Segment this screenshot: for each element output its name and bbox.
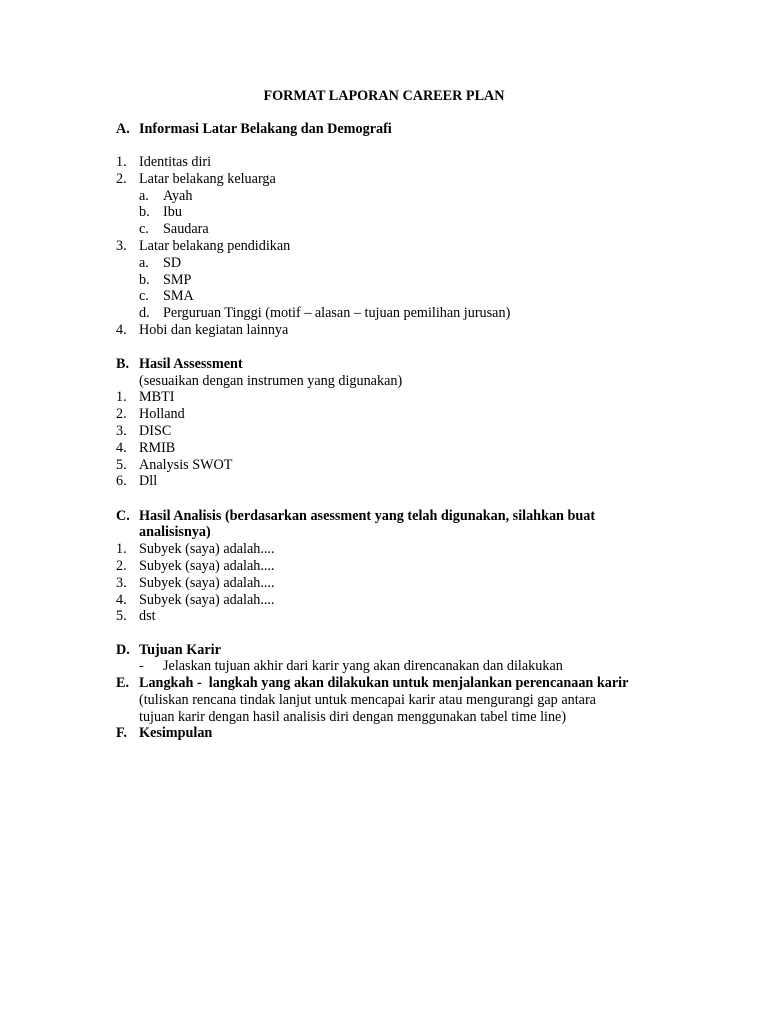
sub-list-letter: c. [139,221,149,237]
list-number: 4. [116,592,127,608]
list-item [116,457,696,474]
list-text: Latar belakang pendidikan [139,238,291,254]
sub-list-text: SMP [163,272,192,288]
list-number: 2. [116,558,127,574]
section-b-note [116,373,696,390]
section-c-heading [116,508,696,525]
sub-list-letter: a. [139,255,149,271]
list-number: 3. [116,423,127,439]
sub-list-text: Saudara [163,221,209,237]
section-d-letter: D. [116,642,130,658]
list-item [116,322,696,339]
sub-list-letter: b. [139,204,150,220]
section-f-title: Kesimpulan [139,725,213,741]
sub-list-text: Ayah [163,188,193,204]
list-item [116,608,696,625]
list-number: 3. [116,238,127,254]
section-c-letter: C. [116,508,130,524]
list-item [116,558,696,575]
list-text: RMIB [139,440,176,456]
list-item [116,406,696,423]
note-text: (sesuaikan dengan instrumen yang digunakan) [139,373,403,389]
list-text: Latar belakang keluarga [139,171,276,187]
section-e-title: Langkah - langkah yang akan dilakukan untuk menjalankan perencanaan karir [139,675,629,691]
section-c-title-line2: analisisnya) [139,524,211,540]
list-number: 3. [116,575,127,591]
list-number: 4. [116,440,127,456]
list-text: Identitas diri [139,154,212,170]
list-text: MBTI [139,389,175,405]
list-text: Subyek (saya) adalah.... [139,541,275,557]
section-a-letter: A. [116,121,130,137]
list-text: Hobi dan kegiatan lainnya [139,322,289,338]
section-b-title: Hasil Assessment [139,356,243,372]
sub-list-item [116,221,696,238]
section-e-note [116,692,696,709]
list-number: 1. [116,389,127,405]
list-item [116,154,696,171]
list-text: Holland [139,406,185,422]
section-a-heading [116,121,696,138]
list-text: Subyek (saya) adalah.... [139,575,275,591]
section-c-heading-continued [116,524,696,541]
list-item [116,238,696,255]
note-text: tujuan karir dengan hasil analisis diri dengan menggunakan tabel time line) [139,709,567,725]
bullet-dash: - [139,658,144,674]
sub-list-letter: d. [139,305,150,321]
list-number: 2. [116,406,127,422]
sub-list-item [116,255,696,272]
section-d-heading [116,642,696,659]
sub-list-item [116,272,696,289]
list-item [116,423,696,440]
list-item [116,575,696,592]
list-item [116,592,696,609]
list-text: Subyek (saya) adalah.... [139,558,275,574]
list-text: DISC [139,423,172,439]
section-a-title: Informasi Latar Belakang dan Demografi [139,121,392,137]
section-f-heading [116,725,696,742]
list-item [116,473,696,490]
bullet-item [116,658,696,675]
list-number: 4. [116,322,127,338]
list-number: 2. [116,171,127,187]
sub-list-letter: a. [139,188,149,204]
list-number: 5. [116,608,127,624]
sub-list-text: SD [163,255,182,271]
list-item [116,541,696,558]
section-e-letter: E. [116,675,130,691]
note-text: (tuliskan rencana tindak lanjut untuk mencapai karir atau mengurangi gap antara [139,692,596,708]
sub-list-item [116,305,696,322]
sub-list-text: SMA [163,288,194,304]
sub-list-item [116,204,696,221]
section-b-letter: B. [116,356,130,372]
section-e-heading [116,675,696,692]
list-text: dst [139,608,156,624]
section-c-title: Hasil Analisis (berdasarkan asessment yang telah digunakan, silahkan buat [139,508,596,524]
list-text: Analysis SWOT [139,457,233,473]
list-item [116,440,696,457]
list-number: 6. [116,473,127,489]
sub-list-item [116,288,696,305]
list-text: Dll [139,473,158,489]
sub-list-item [116,188,696,205]
bullet-text: Jelaskan tujuan akhir dari karir yang akan direncanakan dan dilakukan [163,658,563,674]
sub-list-letter: c. [139,288,149,304]
list-number: 5. [116,457,127,473]
list-number: 1. [116,541,127,557]
section-b-heading [116,356,696,373]
document-title: FORMAT LAPORAN CAREER PLAN [263,88,505,104]
section-d-title: Tujuan Karir [139,642,221,658]
list-text: Subyek (saya) adalah.... [139,592,275,608]
sub-list-letter: b. [139,272,150,288]
list-number: 1. [116,154,127,170]
sub-list-text: Perguruan Tinggi (motif – alasan – tujuan pemilihan jurusan) [163,305,511,321]
list-item [116,389,696,406]
sub-list-text: Ibu [163,204,182,220]
section-e-note-continued [116,709,696,726]
section-f-letter: F. [116,725,127,741]
list-item [116,171,696,188]
